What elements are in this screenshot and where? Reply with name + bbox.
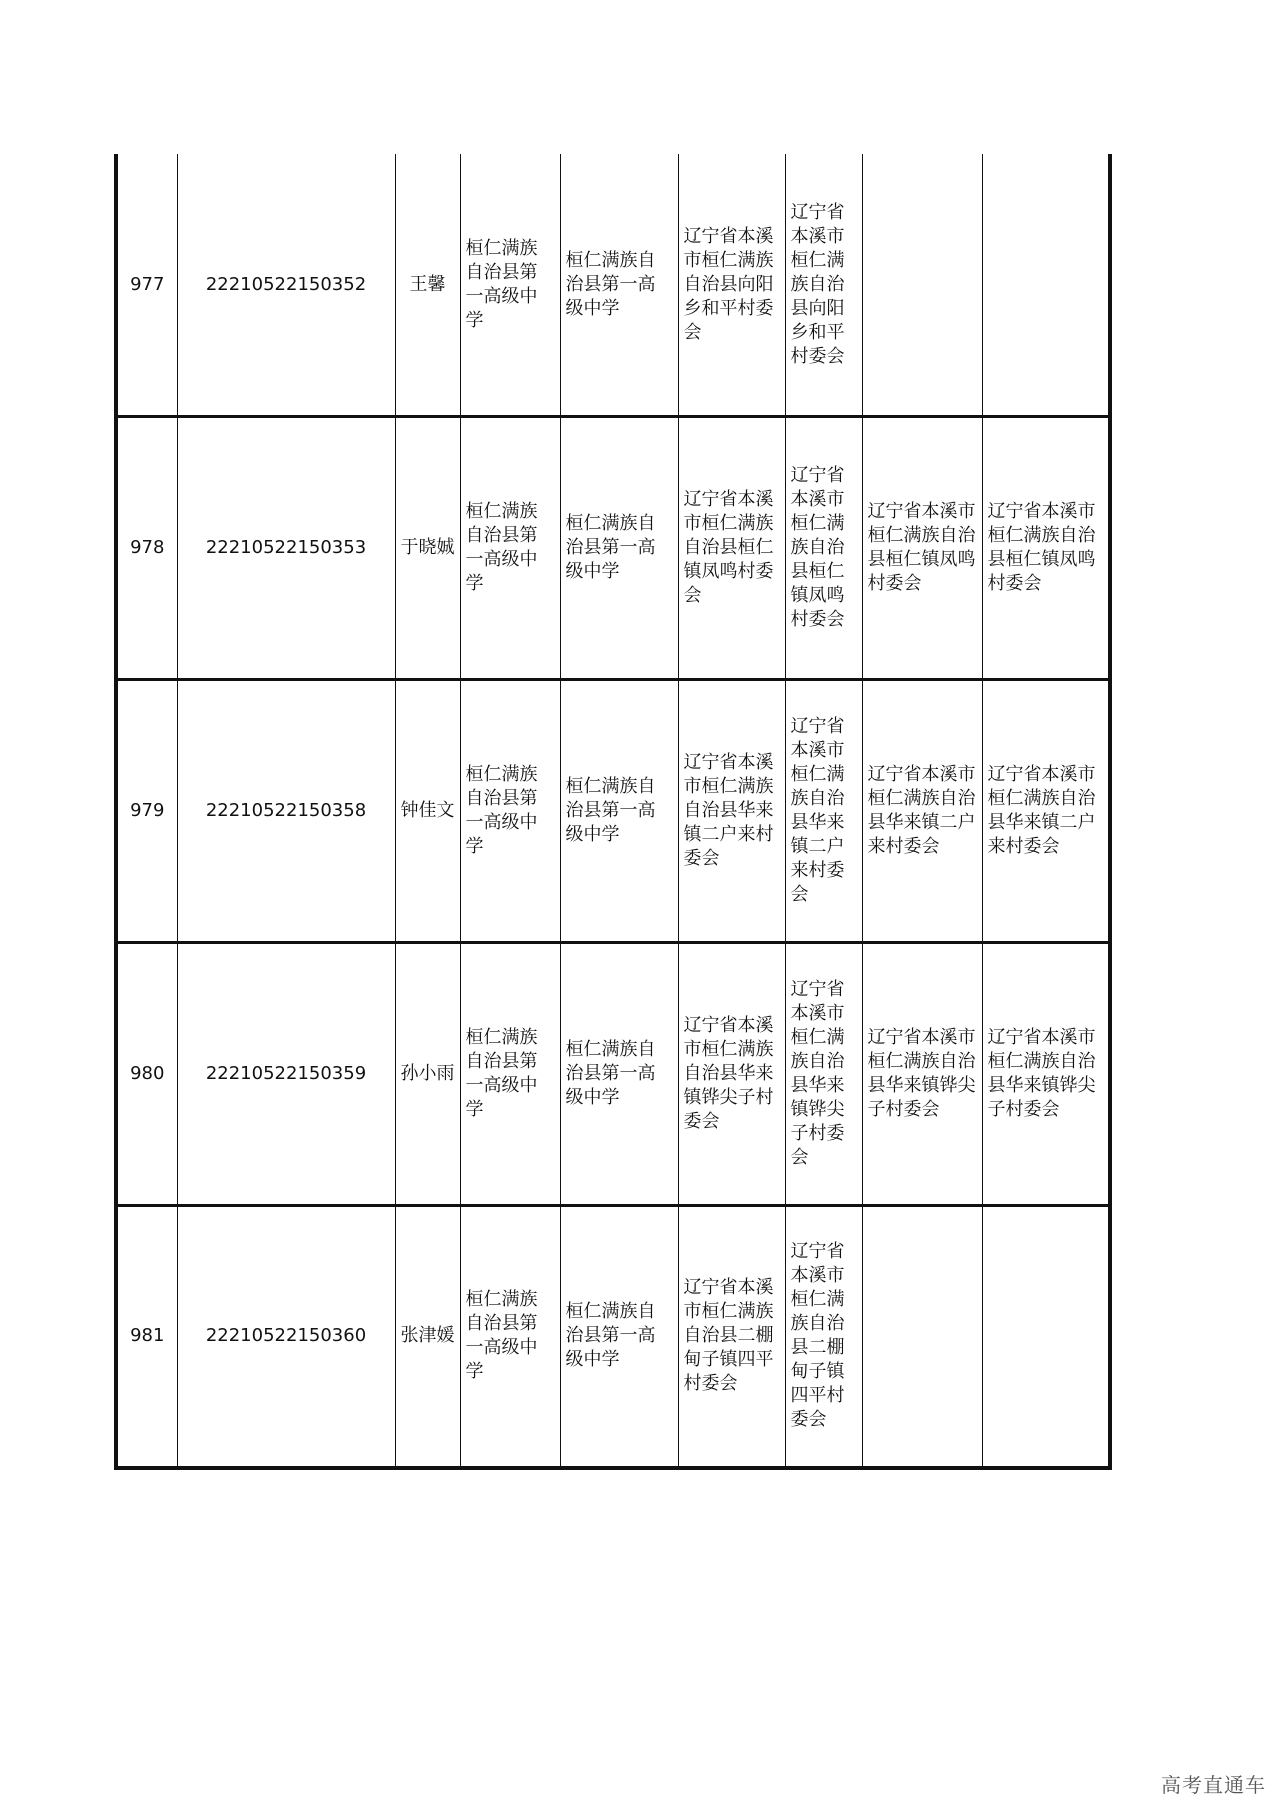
candidate-name: 张津媛	[395, 1205, 460, 1468]
address-4	[982, 1205, 1110, 1468]
table-row	[116, 680, 1110, 943]
candidate-id: 22210522150359	[177, 942, 395, 1205]
watermark-text: 高考直通车	[1161, 1773, 1266, 1797]
address-4	[982, 154, 1110, 417]
address-3	[862, 1205, 982, 1468]
table-row	[116, 154, 1110, 417]
address-3	[862, 154, 982, 417]
table-row	[116, 417, 1110, 680]
address-4: 辽宁省本溪市桓仁满族自治县华来镇二户来村委会	[982, 680, 1110, 943]
table-row	[116, 1205, 1110, 1468]
address-4: 辽宁省本溪市桓仁满族自治县桓仁镇凤鸣村委会	[982, 417, 1110, 680]
address-2: 辽宁省本溪市桓仁满族自治县华来镇铧尖子村委会	[785, 942, 862, 1205]
candidate-id: 22210522150353	[177, 417, 395, 680]
row-number: 977	[116, 154, 177, 417]
registration-unit: 桓仁满族自治县第一高级中学	[560, 417, 678, 680]
address-3: 辽宁省本溪市桓仁满族自治县华来镇二户来村委会	[862, 680, 982, 943]
address-1: 辽宁省本溪市桓仁满族自治县华来镇二户来村委会	[678, 680, 785, 943]
graduate-school: 桓仁满族自治县第一高级中学	[460, 942, 560, 1205]
address-2: 辽宁省本溪市桓仁满族自治县二棚甸子镇四平村委会	[785, 1205, 862, 1468]
roster-table-container	[114, 154, 1108, 1470]
row-number: 981	[116, 1205, 177, 1468]
registration-unit: 桓仁满族自治县第一高级中学	[560, 942, 678, 1205]
address-1: 辽宁省本溪市桓仁满族自治县桓仁镇凤鸣村委会	[678, 417, 785, 680]
row-number: 979	[116, 680, 177, 943]
candidate-name: 孙小雨	[395, 942, 460, 1205]
address-1: 辽宁省本溪市桓仁满族自治县向阳乡和平村委会	[678, 154, 785, 417]
row-number: 978	[116, 417, 177, 680]
registration-unit: 桓仁满族自治县第一高级中学	[560, 1205, 678, 1468]
address-3: 辽宁省本溪市桓仁满族自治县桓仁镇凤鸣村委会	[862, 417, 982, 680]
address-2: 辽宁省本溪市桓仁满族自治县桓仁镇凤鸣村委会	[785, 417, 862, 680]
graduate-school: 桓仁满族自治县第一高级中学	[460, 680, 560, 943]
candidate-id: 22210522150358	[177, 680, 395, 943]
address-2: 辽宁省本溪市桓仁满族自治县华来镇二户来村委会	[785, 680, 862, 943]
graduate-school: 桓仁满族自治县第一高级中学	[460, 417, 560, 680]
roster-table	[114, 154, 1112, 1470]
address-1: 辽宁省本溪市桓仁满族自治县华来镇铧尖子村委会	[678, 942, 785, 1205]
candidate-id: 22210522150360	[177, 1205, 395, 1468]
candidate-name: 于晓娍	[395, 417, 460, 680]
row-number: 980	[116, 942, 177, 1205]
candidate-id: 22210522150352	[177, 154, 395, 417]
address-2: 辽宁省本溪市桓仁满族自治县向阳乡和平村委会	[785, 154, 862, 417]
address-4: 辽宁省本溪市桓仁满族自治县华来镇铧尖子村委会	[982, 942, 1110, 1205]
registration-unit: 桓仁满族自治县第一高级中学	[560, 154, 678, 417]
registration-unit: 桓仁满族自治县第一高级中学	[560, 680, 678, 943]
candidate-name: 钟佳文	[395, 680, 460, 943]
graduate-school: 桓仁满族自治县第一高级中学	[460, 1205, 560, 1468]
graduate-school: 桓仁满族自治县第一高级中学	[460, 154, 560, 417]
candidate-name: 王馨	[395, 154, 460, 417]
table-row	[116, 942, 1110, 1205]
address-3: 辽宁省本溪市桓仁满族自治县华来镇铧尖子村委会	[862, 942, 982, 1205]
address-1: 辽宁省本溪市桓仁满族自治县二棚甸子镇四平村委会	[678, 1205, 785, 1468]
